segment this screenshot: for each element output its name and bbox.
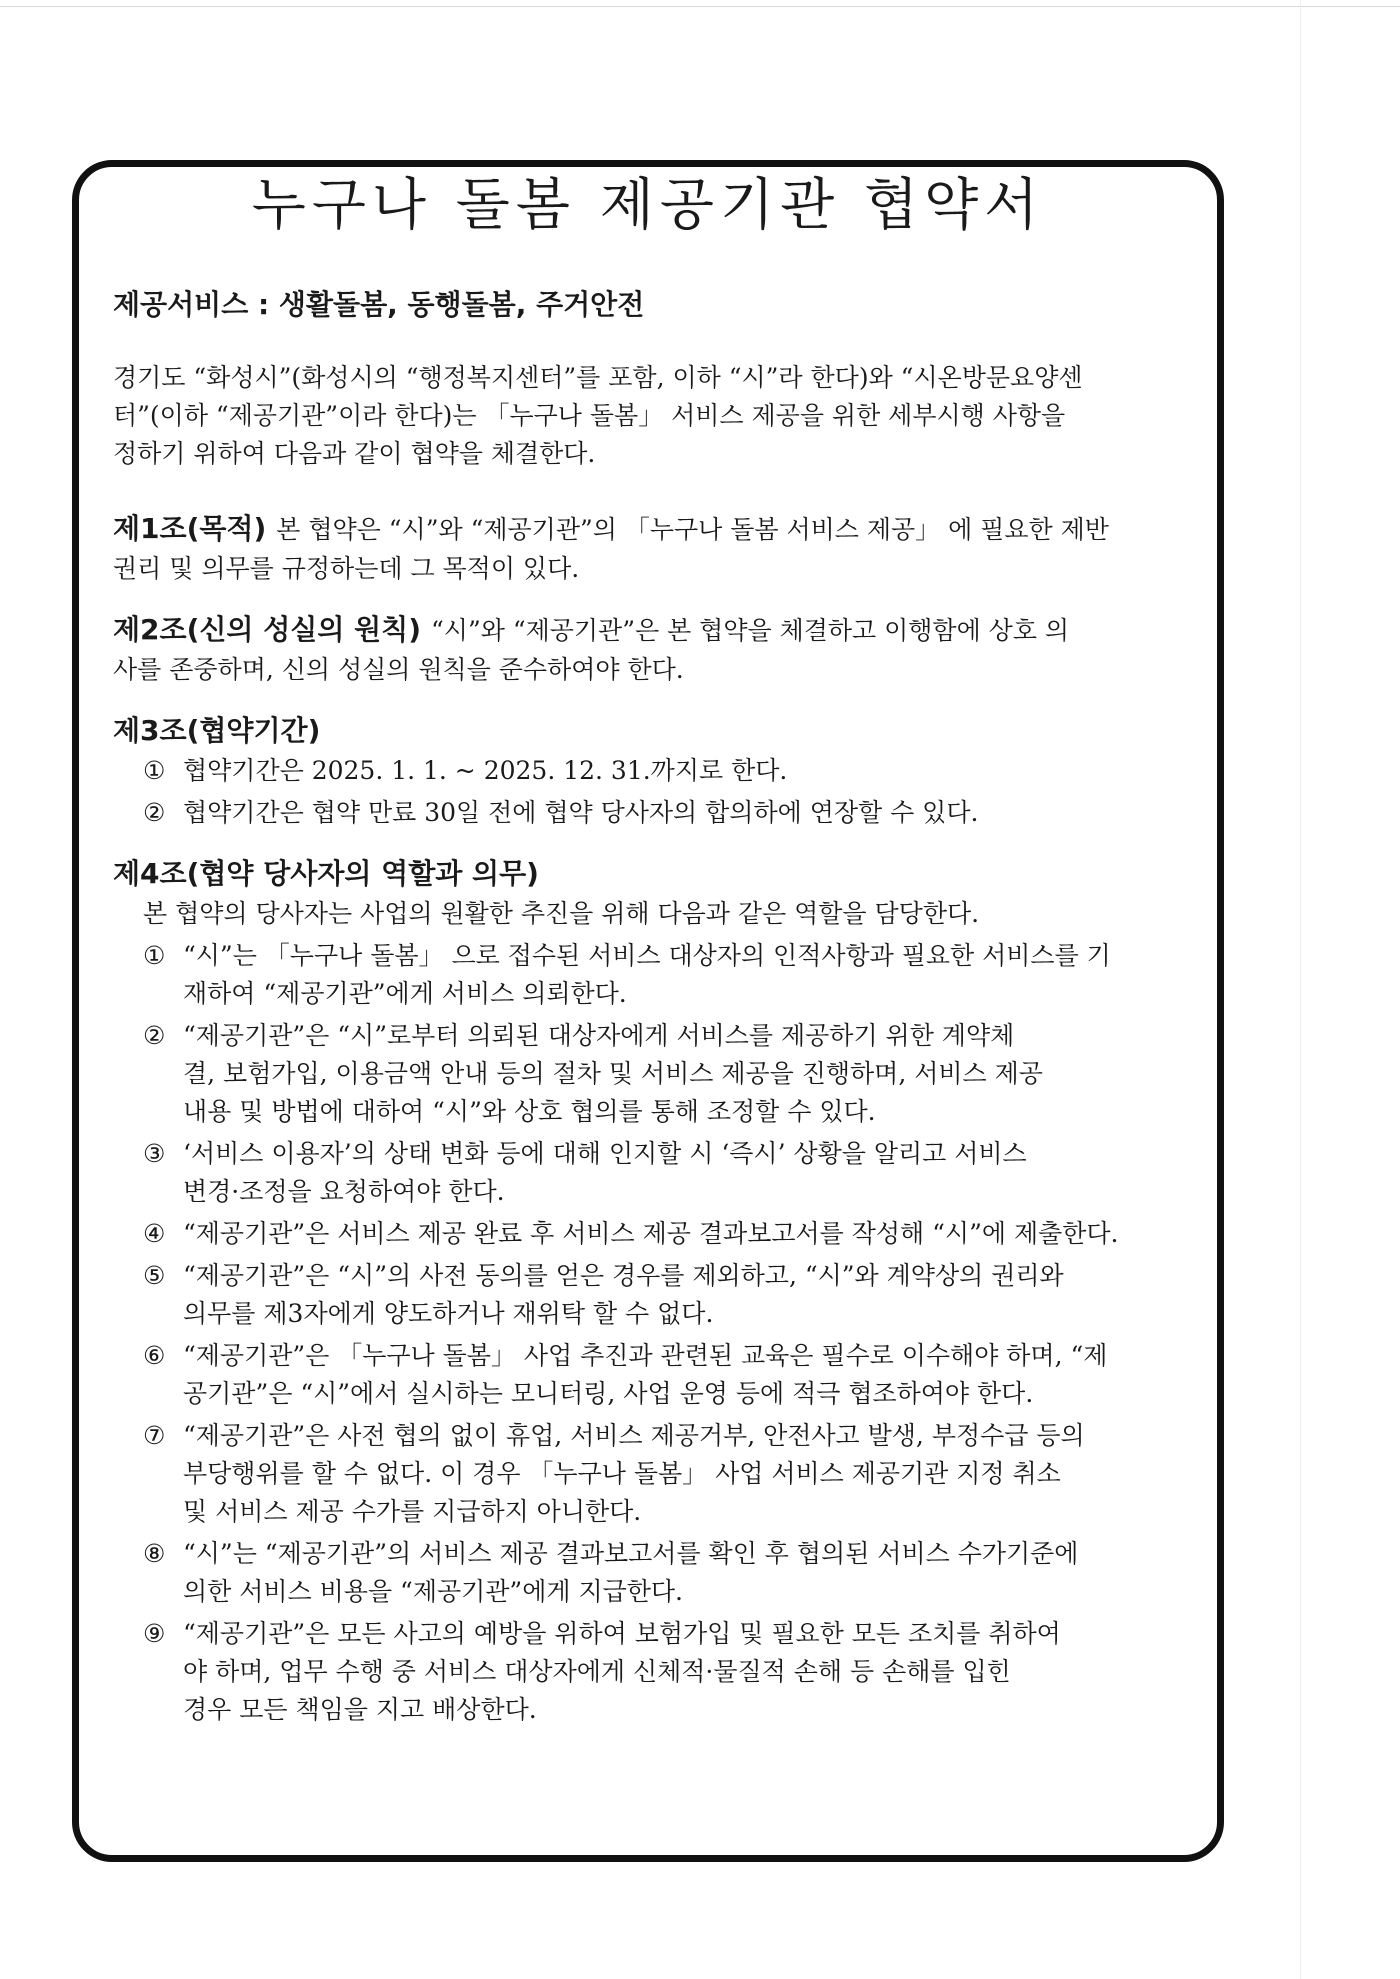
article-text: 권리 및 의무를 규정하는데 그 목적이 있다.: [113, 554, 580, 583]
clause-item: [143, 1215, 1224, 1253]
clause-text: 재하여 “제공기관”에게 서비스 의뢰한다.: [183, 979, 627, 1008]
article-text: “시”와 “제공기관”은 본 협약을 체결하고 이행함에 상호 의: [431, 616, 1070, 645]
preamble: [113, 359, 1224, 473]
clause-text: 및 서비스 제공 수가를 지급하지 아니한다.: [183, 1497, 642, 1526]
article-4: [113, 854, 1224, 1729]
article-heading: 제3조(협약기간): [113, 714, 321, 747]
article-1: [113, 509, 1224, 588]
clause-text: 의한 서비스 비용을 “제공기관”에게 지급한다.: [183, 1577, 683, 1606]
clause-item: [143, 1417, 1224, 1531]
clause-text: “제공기관”은 모든 사고의 예방을 위하여 보험가입 및 필요한 모든 조치를 취하여: [183, 1619, 1061, 1648]
clause-text: “제공기관”은 “시”의 사전 동의를 얻은 경우를 제외하고, “시”와 계약상의 권리와: [183, 1261, 1064, 1290]
clause-number: ②: [143, 798, 166, 827]
document-title: 누구나 돌봄 제공기관 협약서: [251, 173, 1045, 238]
clause-item: [143, 1535, 1224, 1611]
preamble-line: 정하기 위하여 다음과 같이 협약을 체결한다.: [113, 439, 596, 468]
clause-item: [143, 794, 1224, 832]
clause-text: “제공기관”은 “시”로부터 의뢰된 대상자에게 서비스를 제공하기 위한 계약체: [183, 1021, 1015, 1050]
clause-text: “제공기관”은 사전 협의 없이 휴업, 서비스 제공거부, 안전사고 발생, 부정수급 등의: [183, 1421, 1085, 1450]
clause-text: 협약기간은 2025. 1. 1. ~ 2025. 12. 31.까지로 한다.: [183, 756, 788, 785]
article-2: [113, 610, 1224, 689]
clause-text: 내용 및 방법에 대하여 “시”와 상호 협의를 통해 조정할 수 있다.: [183, 1097, 876, 1126]
article-text: 본 협약은 “시”와 “제공기관”의 「누구나 돌봄 서비스 제공」 에 필요한 제반: [276, 515, 1109, 544]
clause-item: [143, 1135, 1224, 1211]
clause-text: “제공기관”은 서비스 제공 완료 후 서비스 제공 결과보고서를 작성해 “시”에 제출한다.: [183, 1219, 1119, 1248]
clause-number: ④: [143, 1219, 166, 1248]
article-heading: 제1조(목적): [113, 512, 267, 545]
clause-text: 의무를 제3자에게 양도하거나 재위탁 할 수 없다.: [183, 1299, 714, 1328]
clause-text: 공기관”은 “시”에서 실시하는 모니터링, 사업 운영 등에 적극 협조하여야 한다.: [183, 1379, 1034, 1408]
clause-item: [143, 1257, 1224, 1333]
clause-number: ①: [143, 941, 166, 970]
clause-number: ③: [143, 1139, 166, 1168]
clause-number: ①: [143, 756, 166, 785]
document-frame: [72, 160, 1224, 1862]
clause-text: “제공기관”은 「누구나 돌봄」 사업 추진과 관련된 교육은 필수로 이수해야 하며, “제: [183, 1341, 1108, 1370]
clause-text: “시”는 「누구나 돌봄」 으로 접수된 서비스 대상자의 인적사항과 필요한 서비스를 기: [183, 941, 1111, 970]
clause-text: 협약기간은 협약 만료 30일 전에 협약 당사자의 합의하에 연장할 수 있다.: [183, 798, 979, 827]
clause-text: 변경·조정을 요청하여야 한다.: [183, 1177, 505, 1206]
clause-item: [143, 752, 1224, 790]
clause-number: ⑨: [143, 1619, 166, 1648]
clause-number: ⑥: [143, 1341, 166, 1370]
clause-text: 야 하며, 업무 수행 중 서비스 대상자에게 신체적·물질적 손해 등 손해를 입힌: [183, 1657, 1011, 1686]
clause-item: [143, 1615, 1224, 1729]
clause-text: 경우 모든 책임을 지고 배상한다.: [183, 1695, 537, 1724]
article-heading: 제2조(신의 성실의 원칙): [113, 613, 422, 646]
article-heading: 제4조(협약 당사자의 역할과 의무): [113, 857, 539, 890]
article-3: [113, 711, 1224, 832]
clause-number: ②: [143, 1021, 166, 1050]
clause-item: [143, 1337, 1224, 1413]
scan-edge-right: [1300, 0, 1301, 1979]
article-intro: 본 협약의 당사자는 사업의 원활한 추진을 위해 다음과 같은 역할을 담당한다.: [143, 899, 980, 928]
clause-number: ⑤: [143, 1261, 166, 1290]
clause-item: [143, 937, 1224, 1013]
preamble-line: 경기도 “화성시”(화성시의 “행정복지센터”를 포함, 이하 “시”라 한다)와 “시온방문요양센: [113, 363, 1083, 392]
clause-text: “시”는 “제공기관”의 서비스 제공 결과보고서를 확인 후 협의된 서비스 수가기준에: [183, 1539, 1079, 1568]
clause-number: ⑧: [143, 1539, 166, 1568]
clause-text: ‘서비스 이용자’의 상태 변화 등에 대해 인지할 시 ‘즉시’ 상황을 알리고 서비스: [183, 1139, 1027, 1168]
preamble-line: 터”(이하 “제공기관”이라 한다)는 「누구나 돌봄」 서비스 제공을 위한 세부시행 사항을: [113, 401, 1066, 430]
document-body: [113, 285, 1224, 1751]
clause-item: [143, 1017, 1224, 1131]
clause-text: 부당행위를 할 수 없다. 이 경우 「누구나 돌봄」 사업 서비스 제공기관 지정 취소: [183, 1459, 1061, 1488]
clause-number: ⑦: [143, 1421, 166, 1450]
scan-edge-top: [0, 6, 1400, 7]
clause-text: 결, 보험가입, 이용금액 안내 등의 절차 및 서비스 제공을 진행하며, 서비스 제공: [183, 1059, 1043, 1088]
article-text: 사를 존중하며, 신의 성실의 원칙을 준수하여야 한다.: [113, 655, 684, 684]
service-line: 제공서비스 : 생활돌봄, 동행돌봄, 주거안전: [113, 288, 645, 321]
